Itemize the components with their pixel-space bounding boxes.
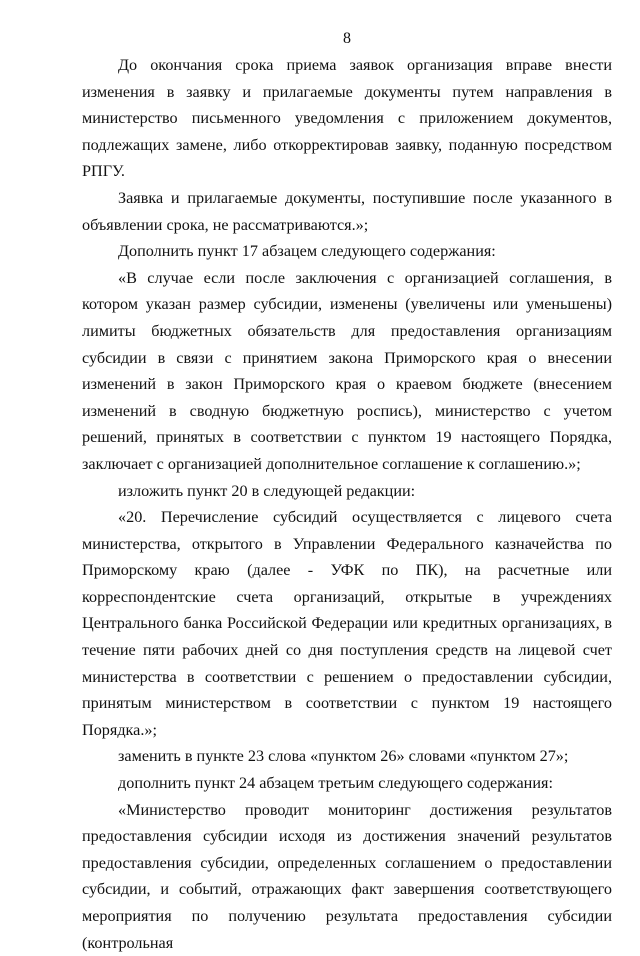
page-number: 8 xyxy=(343,30,351,47)
paragraph-amend-item-20: изложить пункт 20 в следующей редакции: xyxy=(118,481,416,500)
paragraph-amend-item-17: Дополнить пункт 17 абзацем следующего содержания: xyxy=(118,242,496,261)
paragraph-application-changes: До окончания срока приема заявок организация вправе внести изменения в заявку и прилагаемые документы путем направления в министерство письменного уведомления с приложением документов, подлежащих замене, либо откорректировав заявку, поданную посредством РПГУ. xyxy=(82,56,612,181)
paragraph-amend-item-23: заменить в пункте 23 слова «пунктом 26» словами «пунктом 27»; xyxy=(118,747,569,766)
paragraph-item-24-text: «Министерство проводит мониторинг достижения результатов предоставления субсидии исходя из достижения значений результатов предоставления субсидии, определенных соглашением о предоставлении субсидии, и событий, отражающих факт завершения соответствующего мероприятия по получению результата предоставления субсидии (контрольная xyxy=(82,800,612,952)
paragraph-late-applications: Заявка и прилагаемые документы, поступившие после указанного в объявлении срока, не рассматриваются.»; xyxy=(82,188,612,234)
paragraph-item-17-text: «В случае если после заключения с организацией соглашения, в котором указан размер субсидии, изменены (увеличены или уменьшены) лимиты бюджетных обязательств для предоставления организациям субсидии в связи с принятием закона Приморского края о внесении изменений в закон Приморского края о краевом бюджете (внесением изменений в сводную бюджетную роспись), министерство с учетом решений, принятых в соответствии с пунктом 19 настоящего Порядка, заключает с организацией дополнительное соглашение к соглашению.»; xyxy=(82,268,612,473)
paragraph-item-20-text: «20. Перечисление субсидий осуществляется с лицевого счета министерства, открытого в Управлении Федерального казначейства по Приморскому краю (далее - УФК по ПК), на расчетные или корреспондентские счета организаций, открытые в учреждениях Центрального банка Российской Федерации или кредитных организациях, в течение пяти рабочих дней со дня поступления средств на лицевой счет министерства в соответствии с решением о предоставлении субсидии, принятым министерством в соответствии с пунктом 19 настоящего Порядка.»; xyxy=(82,508,612,739)
paragraph-amend-item-24: дополнить пункт 24 абзацем третьим следующего содержания: xyxy=(118,774,553,793)
